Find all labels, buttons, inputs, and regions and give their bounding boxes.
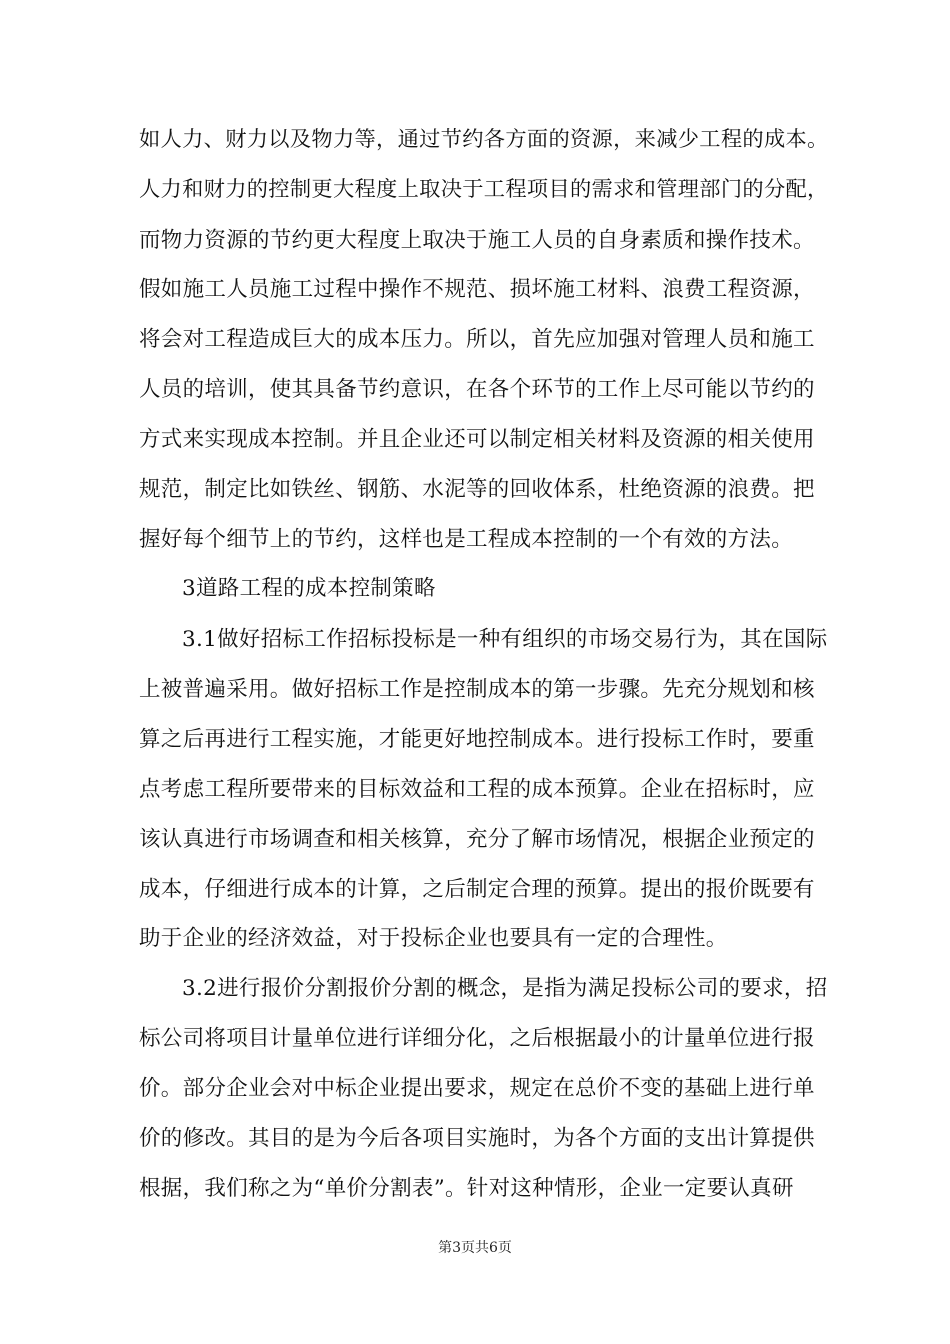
body-text-line: 方式来实现成本控制。并且企业还可以制定相关材料及资源的相关使用 [139,427,815,452]
body-text-line: 假如施工人员施工过程中操作不规范、损坏施工材料、浪费工程资源， [139,277,815,302]
body-text-line: 标公司将项目计量单位进行详细分化，之后根据最小的计量单位进行报 [139,1026,815,1051]
body-text-line: 该认真进行市场调查和相关核算，充分了解市场情况，根据企业预定的 [139,827,815,852]
body-text-line: 价。部分企业会对中标企业提出要求，规定在总价不变的基础上进行单 [139,1076,815,1101]
body-text-line: 规范，制定比如铁丝、钢筋、水泥等的回收体系，杜绝资源的浪费。把 [139,477,815,502]
body-text-line: 成本，仔细进行成本的计算，之后制定合理的预算。提出的报价既要有 [139,877,815,902]
body-text-line: 将会对工程造成巨大的成本压力。所以，首先应加强对管理人员和施工 [139,327,815,352]
body-text-line: 上被普遍采用。做好招标工作是控制成本的第一步骤。先充分规划和核 [139,677,815,702]
page-number-footer: 第3页共6页 [438,1240,512,1256]
body-text-line: 点考虑工程所要带来的目标效益和工程的成本预算。企业在招标时，应 [139,777,815,802]
body-text-line: 价的修改。其目的是为今后各项目实施时，为各个方面的支出计算提供 [139,1126,815,1151]
paragraph-first-line: 3.1做好招标工作招标投标是一种有组织的市场交易行为，其在国际 [182,627,828,652]
body-text-line: 而物力资源的节约更大程度上取决于施工人员的自身素质和操作技术。 [139,228,815,253]
body-text-line: 算之后再进行工程实施，才能更好地控制成本。进行投标工作时，要重 [139,727,815,752]
body-text-line: 握好每个细节上的节约，这样也是工程成本控制的一个有效的方法。 [139,527,794,552]
body-text-line: 人员的培训，使其具备节约意识，在各个环节的工作上尽可能以节约的 [139,377,815,402]
paragraph-first-line: 3.2进行报价分割报价分割的概念，是指为满足投标公司的要求，招 [182,976,828,1001]
section-heading: 3道路工程的成本控制策略 [182,576,436,601]
body-text-line: 如人力、财力以及物力等，通过节约各方面的资源，来减少工程的成本。 [139,127,829,152]
body-text-line: 助于企业的经济效益，对于投标企业也要具有一定的合理性。 [139,926,728,951]
body-text-line: 人力和财力的控制更大程度上取决于工程项目的需求和管理部门的分配， [139,177,829,202]
body-text-line: 根据，我们称之为“单价分割表”。针对这种情形，企业一定要认真研 [139,1176,794,1201]
